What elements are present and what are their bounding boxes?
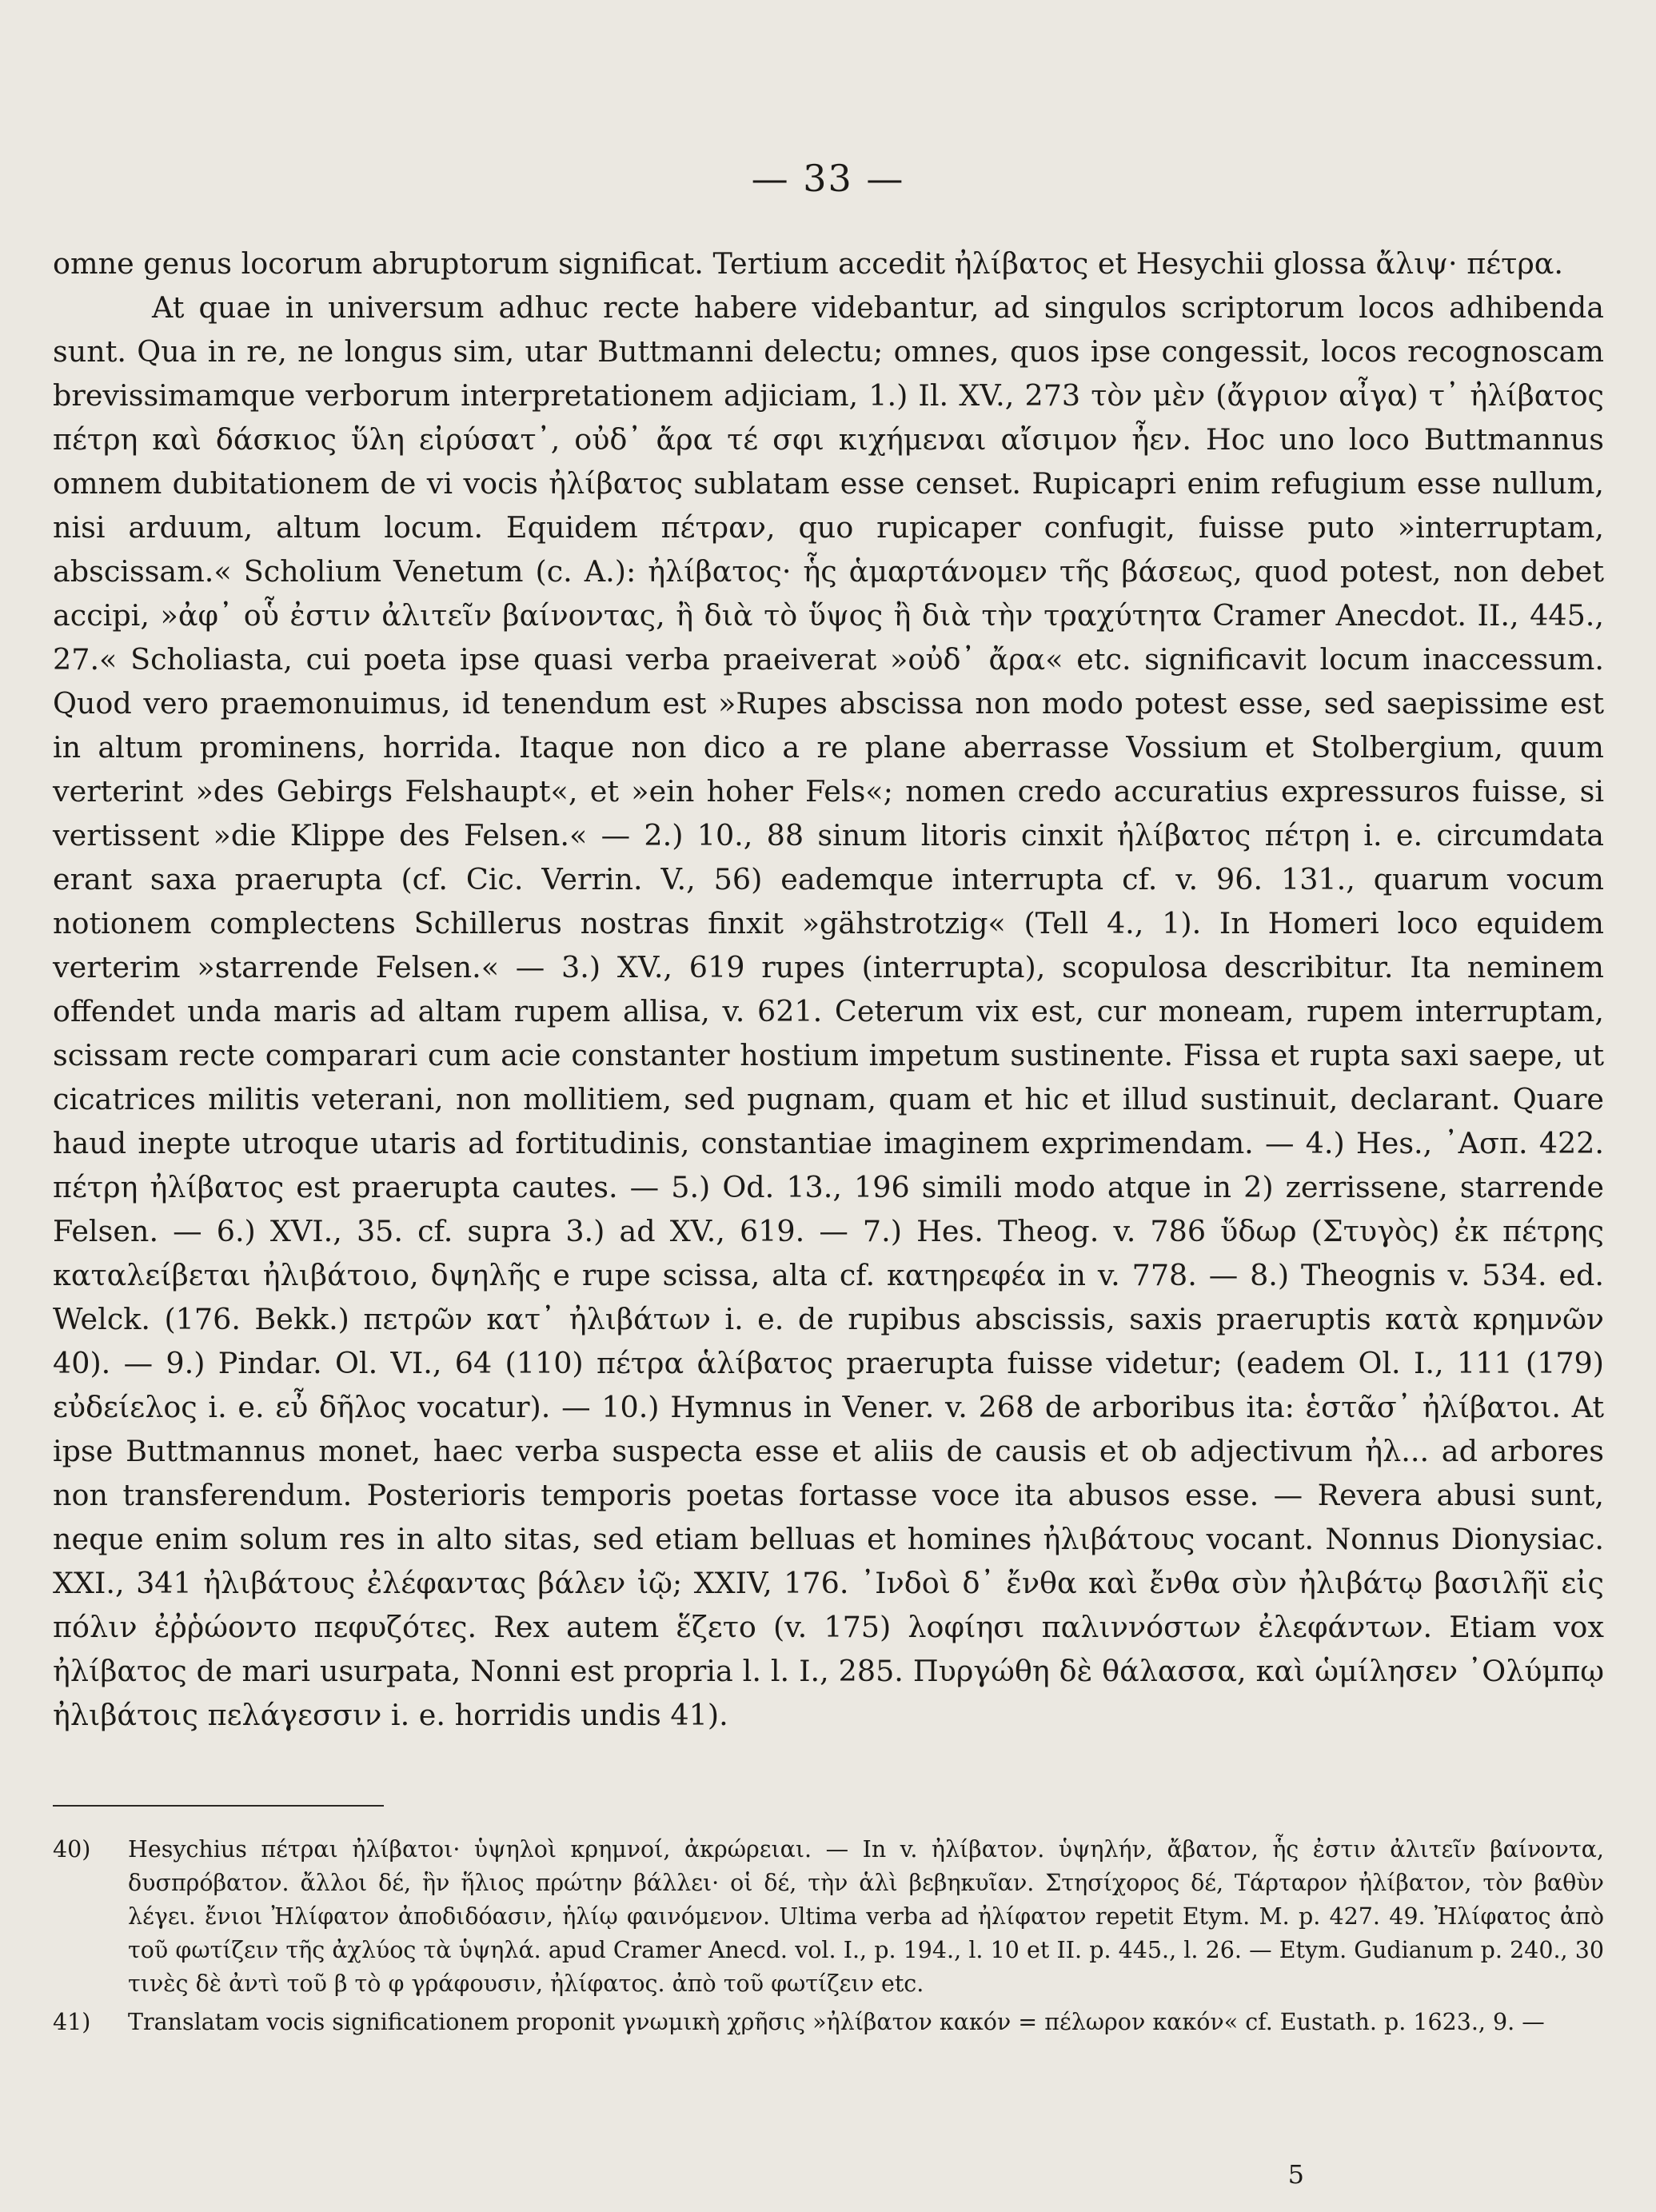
footnote bbox=[53, 1833, 1604, 2001]
footnote bbox=[53, 2006, 1604, 2039]
page-number-header: — 33 — bbox=[751, 157, 905, 200]
footnote-separator bbox=[53, 1805, 384, 1807]
paragraph: At quae in universum adhuc recte habere videbantur, ad singulos scriptorum locos adhibenda sunt. Qua in re, ne longus sim, utar Buttmanni delectu; omnes, quos ipse congessit, locos recognoscam brevissimamque verborum interpretationem adjiciam, 1.) Il. XV., 273 τὸν μὲν (ἄγριον αἶγα) τ᾽ ἠλίβατος πέτρη καὶ δάσκιος ὕλη εἰρύσατ᾽, οὐδ᾽ ἄρα τέ σφι κιχήμεναι αἴσιμον ἦεν. Hoc uno loco Buttmannus omnem dubitationem de vi vocis ἠλίβατος sublatam esse censet. Rupicapri enim refugium esse nullum, nisi arduum, altum locum. Equidem πέτραν, quo rupicaper confugit, fuisse puto »interruptam, abscissam.« Scholium Venetum (c. A.): ἠλίβατος· ἧς ἁμαρτάνομεν τῆς βάσεως, quod potest, non debet accipi, »ἀφ᾽ οὗ ἐστιν ἀλιτεῖν βαίνοντας, ἢ διὰ τὸ ὕψος ἢ διὰ τὴν τραχύτητα Cramer Anecdot. II., 445., 27.« Scholiasta, cui poeta ipse quasi verba praeiverat »οὐδ᾽ ἄρα« etc. significavit locum inaccessum. Quod vero praemonuimus, id tenendum est »Rupes abscissa non modo potest esse, sed saepissime est in altum prominens, horrida. Itaque non dico a re plane aberrasse Vossium et Stolbergium, quum verterint »des Gebirgs Felshaupt«, et »ein hoher Fels«; nomen credo accuratius expressuros fuisse, si vertissent »die Klippe des Felsen.« — 2.) 10., 88 sinum litoris cinxit ἠλίβατος πέτρη i. e. circumdata erant saxa praerupta (cf. Cic. Verrin. V., 56) eademque interrupta cf. v. 96. 131., quarum vocum notionem complectens Schillerus nostras finxit »gähstrotzig« (Tell 4., 1). In Homeri loco equidem verterim »starrende Felsen.« — 3.) XV., 619 rupes (interrupta), scopulosa describitur. Ita neminem offendet unda maris ad altam rupem allisa, v. 621. Ceterum vix est, cur moneam, rupem interruptam, scissam recte comparari cum acie constanter hostium impetum sustinente. Fissa et rupta saxi saepe, ut cicatrices militis veterani, non mollitiem, sed pugnam, quam et hic et illud sustinuit, declarant. Quare haud inepte utroque utaris ad fortitudinis, constantiae imaginem exprimendam. — 4.) Hes., ᾽Ασπ. 422. πέτρη ἠλίβατος est praerupta cautes. — 5.) Od. 13., 196 simili modo atque in 2) zerrissene, starrende Felsen. — 6.) XVI., 35. cf. supra 3.) ad XV., 619. — 7.) Hes. Theog. v. 786 ὕδωρ (Στυγὸς) ἐκ πέτρης καταλείβεται ἠλιβάτοιο, δψηλῆς e rupe scissa, alta cf. κατηρεφέα in v. 778. — 8.) Theognis v. 534. ed. Welck. (176. Bekk.) πετρῶν κατ᾽ ἠλιβάτων i. e. de rupibus abscissis, saxis praeruptis κατὰ κρημνῶν 40). — 9.) Pindar. Ol. VI., 64 (110) πέτρα ἁλίβατος praerupta fuisse videtur; (eadem Ol. I., 111 (179) εὐδείελος i. e. εὖ δῆλος vocatur). — 10.) Hymnus in Vener. v. 268 de arboribus ita: ἑστᾶσ᾽ ἠλίβατοι. At ipse Buttmannus monet, haec verba suspecta esse et aliis de causis et ob adjectivum ἠλ... ad arbores non transferendum. Posterioris temporis poetas fortasse voce ita abusos esse. — Revera abusi sunt, neque enim solum res in alto sitas, sed etiam belluas et homines ἠλιβάτους vocant. Nonnus Dionysiac. XXI., 341 ἠλιβάτους ἐλέφαντας βάλεν ἰῷ; XXIV, 176. ᾽Ινδοὶ δ᾽ ἔνθα καὶ ἔνθα σὺν ἠλιβάτῳ βασιλῆϊ εἰς πόλιν ἐῤῥώοντο πεφυζότες. Rex autem ἕζετο (v. 175) λοφίησι παλιννόστων ἐλεφάντων. Etiam vox ἠλίβατος de mari usurpata, Nonni est propria l. l. I., 285. Πυργώθη δὲ θάλασσα, καὶ ὡμίλησεν ᾽Ολύμπῳ ἠλιβάτοις πελάγεσσιν i. e. horridis undis 41). bbox=[53, 290, 1604, 1732]
paragraph: omne genus locorum abruptorum significat. Tertium accedit ἠλίβατος et Hesychii glossa ἄλιψ· πέτρα. bbox=[53, 246, 1564, 281]
signature-mark: 5 bbox=[1287, 2159, 1304, 2190]
footnote-number: 41) bbox=[53, 2009, 91, 2035]
main-text bbox=[53, 242, 1604, 1737]
footnote-text: Hesychius πέτραι ἠλίβατοι· ὑψηλοὶ κρημνοί, ἀκρώρειαι. — In v. ἠλίβατον. ὑψηλήν, ἄβατον, ἧς ἐστιν ἀλιτεῖν βαίνοντα, δυσπρόβατον. ἄλλοι δέ, ἣν ἥλιος πρώτην βάλλει· οἱ δέ, τὴν ἁλὶ βεβηκυῖαν. Στησίχορος δέ, Τάρταρον ἠλίβατον, τὸν βαθὺν λέγει. ἔνιοι Ἠλίφατον ἀποδιδόασιν, ἡλίῳ φαινόμενον. Ultima verba ad ἠλίφατον repetit Etym. M. p. 427. 49. Ἠλίφατος ἀπὸ τοῦ φωτίζειν τῆς ἀχλύος τὰ ὑψηλά. apud Cramer Anecd. vol. I., p. 194., l. 10 et II. p. 445., l. 26. — Etym. Gudianum p. 240., 30 τινὲς δὲ ἀντὶ τοῦ β τὸ φ γράφουσιν, ἠλίφατος. ἀπὸ τοῦ φωτίζειν etc. bbox=[128, 1836, 1604, 1997]
footnote-number: 40) bbox=[53, 1836, 91, 1863]
footnotes bbox=[53, 1833, 1604, 2039]
footnote-text: Translatam vocis significationem proponit γνωμικὴ χρῆσις »ἠλίβατον κακόν = πέλωρον κακόν« cf. Eustath. p. 1623., 9. — bbox=[128, 2009, 1545, 2035]
